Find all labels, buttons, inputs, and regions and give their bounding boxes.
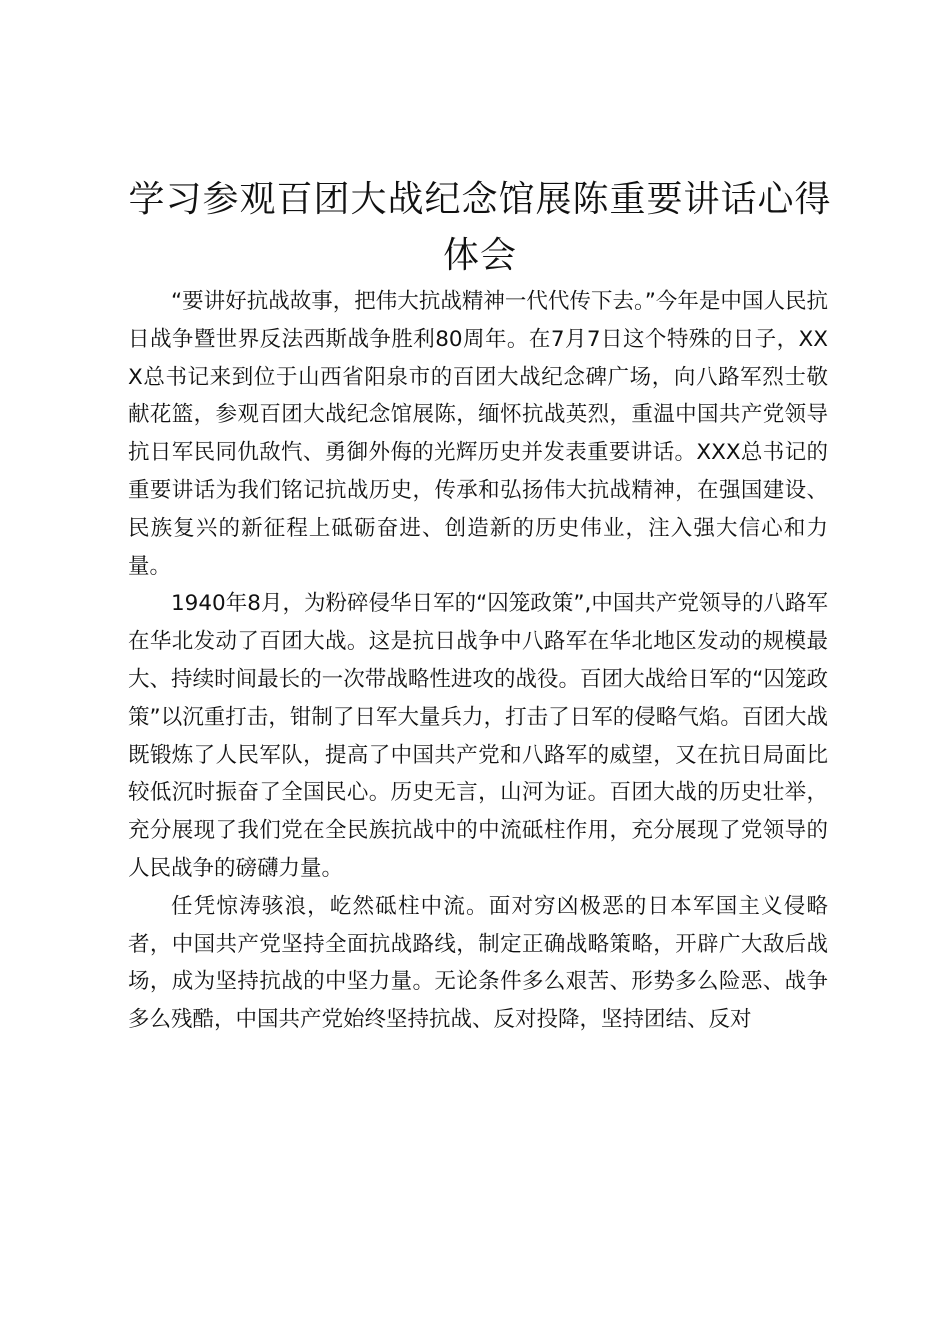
- paragraph-3: 任凭惊涛骇浪，屹然砥柱中流。面对穷凶极恶的日本军国主义侵略者，中国共产党坚持全面抗战路线，制定正确战略策略，开辟广大敌后战场，成为坚持抗战的中坚力量。无论条件多么艰苦、形势多么险恶、战争多么残酷，中国共产党始终坚持抗战、反对投降，坚持团结、反对: [128, 893, 828, 1033]
- document-body: [128, 283, 828, 1039]
- document-title: 学习参观百团大战纪念馆展陈重要讲话心得体会: [128, 179, 832, 276]
- paragraph-1: “要讲好抗战故事，把伟大抗战精神一代代传下去。”今年是中国人民抗日战争暨世界反法西斯战争胜利80周年。在7月7日这个特殊的日子，XXX总书记来到位于山西省阳泉市的百团大战纪念碑广场，向八路军烈士敬献花篮，参观百团大战纪念馆展陈，缅怀抗战英烈，重温中国共产党领导抗日军民同仇敌忾、勇御外侮的光辉历史并发表重要讲话。XXX总书记的重要讲话为我们铭记抗战历史，传承和弘扬伟大抗战精神，在强国建设、民族复兴的新征程上砥砺奋进、创造新的历史伟业，注入强大信心和力量。: [128, 289, 828, 579]
- paragraph-2: 1940年8月，为粉碎侵华日军的“囚笼政策”,中国共产党领导的八路军在华北发动了百团大战。这是抗日战争中八路军在华北地区发动的规模最大、持续时间最长的一次带战略性进攻的战役。百团大战给日军的“囚笼政策”以沉重打击，钳制了日军大量兵力，打击了日军的侵略气焰。百团大战既锻炼了人民军队，提高了中国共产党和八路军的威望，又在抗日局面比较低沉时振奋了全国民心。历史无言，山河为证。百团大战的历史壮举，充分展现了我们党在全民族抗战中的中流砥柱作用，充分展现了党领导的人民战争的磅礴力量。: [128, 591, 828, 881]
